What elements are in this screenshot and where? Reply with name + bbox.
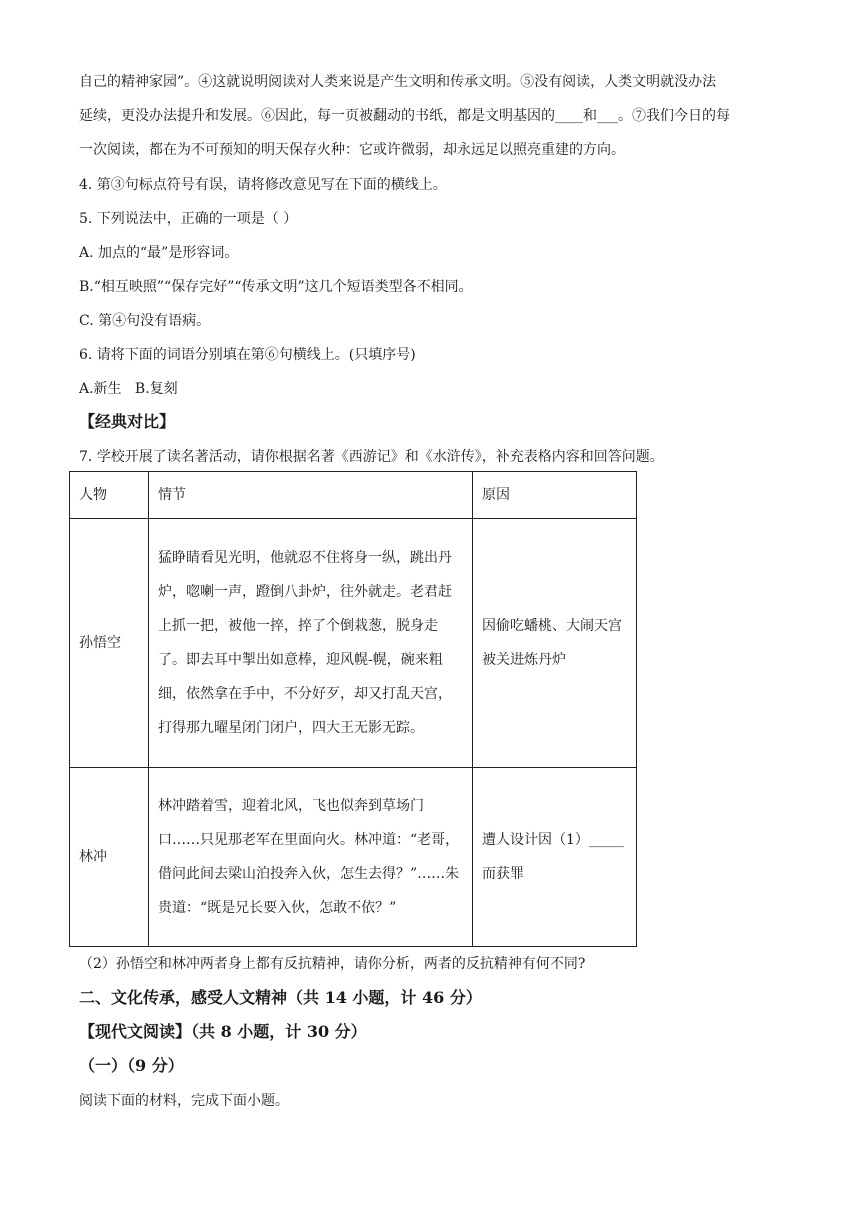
question-6: 6. 请将下面的词语分别填在第⑥句横线上。(只填序号) bbox=[79, 347, 416, 363]
passage-line-2: 延续，更没办法提升和发展。⑥因此，每一页被翻动的书纸，都是文明基因的____和___。⑦我们今日的每 bbox=[79, 108, 730, 124]
person-cell: 孙悟空 bbox=[70, 519, 149, 768]
table-row bbox=[70, 768, 637, 947]
reason-cell: 因偷吃蟠桃、大闹天宫被关进炼丹炉 bbox=[473, 519, 637, 768]
table-header-row bbox=[70, 472, 637, 519]
passage-line-3: 一次阅读，都在为不可预知的明天保存火种：它或许微弱，却永远足以照亮重建的方向。 bbox=[79, 142, 625, 158]
question-5-option-a: A. 加点的“最”是形容词。 bbox=[79, 245, 239, 261]
section-classic-heading: 【经典对比】 bbox=[79, 412, 176, 431]
table-header-cell: 情节 bbox=[149, 472, 473, 519]
question-7-part-2: （2）孙悟空和林冲两者身上都有反抗精神，请你分析，两者的反抗精神有何不同? bbox=[79, 956, 586, 972]
table-row bbox=[70, 519, 637, 768]
question-5: 5. 下列说法中，正确的一项是（ ） bbox=[79, 211, 298, 227]
question-5-option-c: C. 第④句没有语病。 bbox=[79, 313, 211, 329]
table-header-cell: 人物 bbox=[70, 472, 149, 519]
reading-instruction: 阅读下面的材料，完成下面小题。 bbox=[79, 1093, 289, 1109]
part-1-heading: （一）（9 分） bbox=[79, 1056, 184, 1075]
question-7: 7. 学校开展了读名著活动，请你根据名著《西游记》和《水浒传》，补充表格内容和回答问题。 bbox=[79, 449, 664, 465]
modern-reading-heading: 【现代文阅读】（共 8 小题，计 30 分） bbox=[79, 1022, 367, 1041]
plot-cell: 猛睁睛看见光明，他就忍不住将身一纵，跳出丹炉，唿喇一声，蹬倒八卦炉，往外就走。老君赶上抓一把，被他一捽，捽了个倒栽葱，脱身走了。即去耳中掣出如意棒，迎风幌-幌，碗来粗细，依然拿在手中，不分好歹，却又打乱天宫，打得那九曜星闭门闭户，四大王无影无踪。 bbox=[149, 519, 473, 768]
plot-cell: 林冲踏着雪，迎着北风，飞也似奔到草场门口……只见那老军在里面向火。林冲道：“老哥，借问此间去梁山泊投奔入伙，怎生去得？”……朱贵道：“既是兄长要入伙，怎敢不依？” bbox=[149, 768, 473, 947]
question-5-option-b: B.“相互映照”“保存完好”“传承文明”这几个短语类型各不相同。 bbox=[79, 279, 473, 295]
reason-cell: 遭人设计因（1）_____而获罪 bbox=[473, 768, 637, 947]
table-header-cell: 原因 bbox=[473, 472, 637, 519]
question-4: 4. 第③句标点符号有误，请将修改意见写在下面的横线上。 bbox=[79, 177, 447, 193]
passage-line-1: 自己的精神家园”。④这就说明阅读对人类来说是产生文明和传承文明。⑤没有阅读，人类文明就没办法 bbox=[79, 74, 717, 90]
person-cell: 林冲 bbox=[70, 768, 149, 947]
section-2-title: 二、文化传承，感受人文精神（共 14 小题，计 46 分） bbox=[79, 988, 482, 1007]
novel-comparison-table bbox=[69, 471, 637, 947]
question-6-options: A.新生 B.复刻 bbox=[79, 381, 178, 397]
